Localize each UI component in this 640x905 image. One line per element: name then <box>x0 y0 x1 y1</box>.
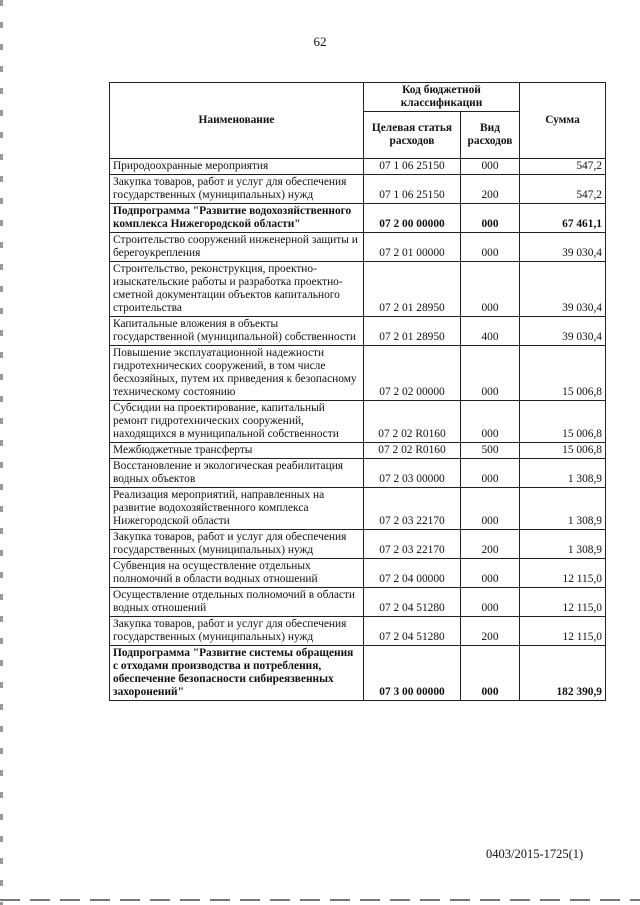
row-type: 000 <box>461 401 520 443</box>
table-row <box>110 401 606 443</box>
table-row <box>110 559 606 588</box>
row-type: 000 <box>461 588 520 617</box>
row-code: 07 2 04 51280 <box>364 588 461 617</box>
row-name: Реализация мероприятий, направленных на развитие водохозяйственного комплекса Нижегородской области <box>110 488 364 530</box>
row-sum: 12 115,0 <box>520 588 606 617</box>
row-sum: 182 390,9 <box>520 646 606 701</box>
row-code: 07 2 01 28950 <box>364 317 461 346</box>
row-type: 500 <box>461 443 520 459</box>
row-name: Осуществление отдельных полномочий в области водных отношений <box>110 588 364 617</box>
row-code: 07 2 01 28950 <box>364 262 461 317</box>
header-sum: Сумма <box>520 83 606 159</box>
table-row <box>110 317 606 346</box>
row-name: Строительство, реконструкция, проектно-изыскательские работы и разработка проектно-сметной документации объектов капитального строительства <box>110 262 364 317</box>
row-sum: 1 308,9 <box>520 530 606 559</box>
table-row <box>110 443 606 459</box>
row-name: Восстановление и экологическая реабилитация водных объектов <box>110 459 364 488</box>
row-code: 07 2 04 51280 <box>364 617 461 646</box>
row-name: Капитальные вложения в объекты государственной (муниципальной) собственности <box>110 317 364 346</box>
row-sum: 1 308,9 <box>520 488 606 530</box>
table-row <box>110 530 606 559</box>
header-code-group: Код бюджетной классификации <box>364 83 520 112</box>
table-row <box>110 617 606 646</box>
table-row <box>110 459 606 488</box>
page-number: 62 <box>313 34 327 49</box>
row-name: Природоохранные мероприятия <box>110 159 364 175</box>
row-name: Подпрограмма "Развитие системы обращения с отходами производства и потребления, обеспечение безопасности сибиреязвенных захоронений" <box>110 646 364 701</box>
row-sum: 15 006,8 <box>520 401 606 443</box>
row-type: 000 <box>461 488 520 530</box>
row-name: Повышение эксплуатационной надежности гидротехнических сооружений, в том числе бесхозяйных, путем их приведения к безопасному техническому состоянию <box>110 346 364 401</box>
row-type: 200 <box>461 530 520 559</box>
table-row <box>110 646 606 701</box>
table-row <box>110 488 606 530</box>
table-row <box>110 588 606 617</box>
budget-table <box>109 82 606 701</box>
row-name: Подпрограмма "Развитие водохозяйственного комплекса Нижегородской области" <box>110 204 364 233</box>
row-code: 07 1 06 25150 <box>364 159 461 175</box>
table-row <box>110 346 606 401</box>
header-code: Целевая статья расходов <box>364 112 461 159</box>
row-sum: 547,2 <box>520 175 606 204</box>
row-type: 000 <box>461 646 520 701</box>
scan-edge-bottom <box>0 899 640 901</box>
row-code: 07 1 06 25150 <box>364 175 461 204</box>
document-code: 0403/2015-1725(1) <box>486 847 584 861</box>
row-code: 07 2 04 00000 <box>364 559 461 588</box>
table-header <box>110 83 606 159</box>
table-row <box>110 262 606 317</box>
row-code: 07 2 03 00000 <box>364 459 461 488</box>
row-type: 200 <box>461 617 520 646</box>
row-code: 07 2 03 22170 <box>364 530 461 559</box>
row-type: 000 <box>461 262 520 317</box>
header-name: Наименование <box>110 83 364 159</box>
row-sum: 39 030,4 <box>520 233 606 262</box>
row-name: Межбюджетные трансферты <box>110 443 364 459</box>
row-type: 000 <box>461 459 520 488</box>
row-sum: 547,2 <box>520 159 606 175</box>
table-row <box>110 175 606 204</box>
row-type: 000 <box>461 159 520 175</box>
row-type: 000 <box>461 204 520 233</box>
row-code: 07 2 02 00000 <box>364 346 461 401</box>
row-sum: 67 461,1 <box>520 204 606 233</box>
table-body <box>110 159 606 701</box>
row-code: 07 3 00 00000 <box>364 646 461 701</box>
row-sum: 39 030,4 <box>520 317 606 346</box>
row-sum: 12 115,0 <box>520 559 606 588</box>
row-name: Закупка товаров, работ и услуг для обеспечения государственных (муниципальных) нужд <box>110 530 364 559</box>
header-type: Вид расходов <box>461 112 520 159</box>
scan-edge-left <box>0 0 3 905</box>
row-name: Закупка товаров, работ и услуг для обеспечения государственных (муниципальных) нужд <box>110 617 364 646</box>
row-name: Субвенция на осуществление отдельных полномочий в области водных отношений <box>110 559 364 588</box>
row-code: 07 2 01 00000 <box>364 233 461 262</box>
row-code: 07 2 03 22170 <box>364 488 461 530</box>
table-row <box>110 204 606 233</box>
row-sum: 1 308,9 <box>520 459 606 488</box>
row-code: 07 2 02 R0160 <box>364 401 461 443</box>
row-sum: 15 006,8 <box>520 346 606 401</box>
row-name: Субсидии на проектирование, капитальный ремонт гидротехнических сооружений, находящихся в муниципальной собственности <box>110 401 364 443</box>
row-code: 07 2 02 R0160 <box>364 443 461 459</box>
row-sum: 15 006,8 <box>520 443 606 459</box>
row-name: Закупка товаров, работ и услуг для обеспечения государственных (муниципальных) нужд <box>110 175 364 204</box>
row-type: 000 <box>461 346 520 401</box>
row-name: Строительство сооружений инженерной защиты и берегоукрепления <box>110 233 364 262</box>
table-row <box>110 233 606 262</box>
row-sum: 39 030,4 <box>520 262 606 317</box>
row-type: 000 <box>461 233 520 262</box>
row-code: 07 2 00 00000 <box>364 204 461 233</box>
row-type: 000 <box>461 559 520 588</box>
table-row <box>110 159 606 175</box>
row-sum: 12 115,0 <box>520 617 606 646</box>
row-type: 400 <box>461 317 520 346</box>
row-type: 200 <box>461 175 520 204</box>
